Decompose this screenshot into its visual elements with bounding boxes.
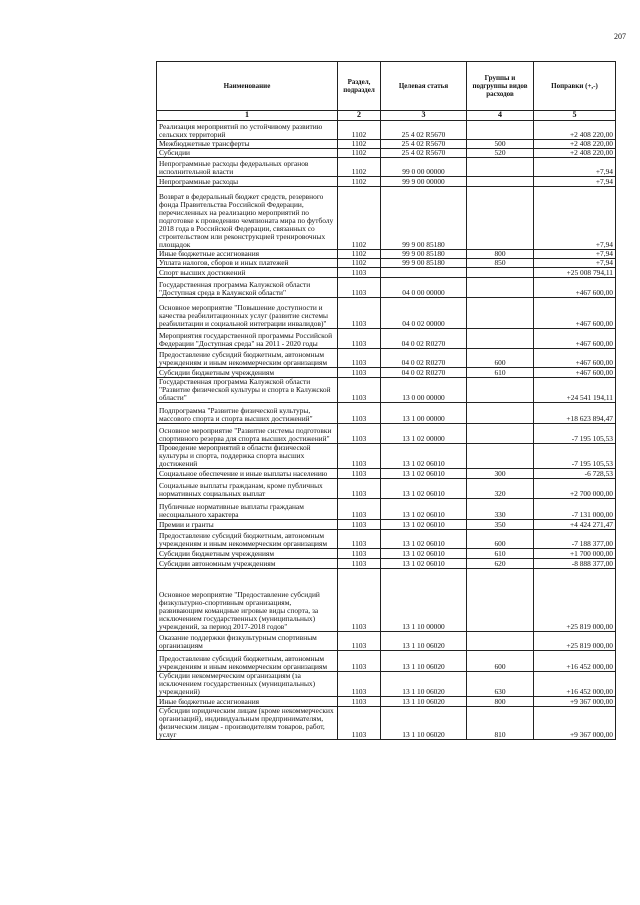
row-group (467, 177, 534, 187)
row-amount: +467 600,00 (534, 368, 616, 378)
column-number: 4 (467, 111, 534, 121)
row-group: 800 (467, 250, 534, 259)
row-group: 810 (467, 706, 534, 739)
row-target: 13 1 02 06010 (381, 498, 467, 519)
row-name: Основное мероприятие "Повышение доступности и качества реабилитационных услуг (развитие системы реабилитации и социальной интеграции инвалидов)" (157, 298, 338, 329)
row-target: 13 1 02 06010 (381, 529, 467, 548)
row-section: 1102 (338, 149, 381, 158)
table-row (157, 696, 616, 706)
row-section: 1102 (338, 177, 381, 187)
row-target: 13 1 02 06010 (381, 468, 467, 478)
table-row (157, 140, 616, 149)
row-group (467, 268, 534, 278)
row-amount: +2 700 000,00 (534, 478, 616, 498)
header-name: Наименование (157, 62, 338, 111)
row-amount: +467 600,00 (534, 349, 616, 368)
row-amount: +467 600,00 (534, 329, 616, 349)
row-target: 13 1 10 06020 (381, 706, 467, 739)
table-row (157, 349, 616, 368)
table-row (157, 402, 616, 423)
table-header-row (157, 62, 616, 111)
table-row (157, 671, 616, 696)
row-group (467, 568, 534, 631)
table-row (157, 158, 616, 177)
row-name: Предоставление субсидий бюджетным, автономным учреждениям и иным некоммерческим организациям (157, 529, 338, 548)
row-name: Субсидии некоммерческим организациям (за исключением государственных (муниципальных) учреждений) (157, 671, 338, 696)
row-amount: +7,94 (534, 250, 616, 259)
row-group: 300 (467, 468, 534, 478)
table-row (157, 329, 616, 349)
row-target: 13 1 10 06020 (381, 631, 467, 650)
row-section: 1103 (338, 443, 381, 468)
row-group: 800 (467, 696, 534, 706)
row-amount: +467 600,00 (534, 278, 616, 298)
row-group: 620 (467, 558, 534, 568)
row-name: Оказание поддержки физкультурным спортивным организациям (157, 631, 338, 650)
column-number: 5 (534, 111, 616, 121)
row-target: 13 0 00 00000 (381, 378, 467, 403)
row-name: Подпрограмма "Развитие физической культуры, массового спорта и спорта высших достижений" (157, 402, 338, 423)
column-number: 2 (338, 111, 381, 121)
row-section: 1102 (338, 259, 381, 268)
row-name: Предоставление субсидий бюджетным, автономным учреждениям и иным некоммерческим организациям (157, 349, 338, 368)
row-name: Субсидии бюджетным учреждениям (157, 548, 338, 558)
row-group: 600 (467, 529, 534, 548)
row-group (467, 298, 534, 329)
row-group: 610 (467, 368, 534, 378)
table-row (157, 498, 616, 519)
table-row (157, 149, 616, 158)
row-amount: -6 728,53 (534, 468, 616, 478)
row-target: 04 0 02 R0270 (381, 349, 467, 368)
row-group (467, 402, 534, 423)
row-target: 13 1 10 06020 (381, 696, 467, 706)
row-amount: +7,94 (534, 259, 616, 268)
header-group: Группы и подгруппы видов расходов (467, 62, 534, 111)
row-name: Социальное обеспечение и иные выплаты населению (157, 468, 338, 478)
row-section: 1103 (338, 423, 381, 443)
table-row (157, 558, 616, 568)
row-name: Уплата налогов, сборов и иных платежей (157, 259, 338, 268)
row-group (467, 378, 534, 403)
row-amount: +1 700 000,00 (534, 548, 616, 558)
row-target: 13 1 02 06010 (381, 443, 467, 468)
row-group (467, 158, 534, 177)
row-name: Субсидии (157, 149, 338, 158)
table-row (157, 568, 616, 631)
row-name: Субсидии автономным учреждениям (157, 558, 338, 568)
row-group: 630 (467, 671, 534, 696)
row-target: 04 0 02 00000 (381, 298, 467, 329)
table-row (157, 529, 616, 548)
row-target: 13 1 10 06020 (381, 671, 467, 696)
table-row (157, 187, 616, 250)
column-number-row (157, 111, 616, 121)
row-amount: +467 600,00 (534, 298, 616, 329)
row-group: 330 (467, 498, 534, 519)
table-row (157, 706, 616, 739)
row-amount: +2 408 220,00 (534, 140, 616, 149)
row-group: 600 (467, 650, 534, 671)
row-name: Проведение мероприятий в области физической культуры и спорта, поддержка спорта высших достижений (157, 443, 338, 468)
row-section: 1103 (338, 349, 381, 368)
row-amount: +16 452 000,00 (534, 650, 616, 671)
row-target: 13 1 10 00000 (381, 568, 467, 631)
row-group (467, 443, 534, 468)
row-section: 1102 (338, 158, 381, 177)
row-name: Мероприятия государственной программы Российской Федерации "Доступная среда" на 2011 - 2020 годы (157, 329, 338, 349)
table-row (157, 268, 616, 278)
row-amount: +24 541 194,11 (534, 378, 616, 403)
row-group (467, 187, 534, 250)
header-section: Раздел, подраздел (338, 62, 381, 111)
row-target: 13 1 02 06010 (381, 558, 467, 568)
row-name: Государственная программа Калужской области "Развитие физической культуры и спорта в Калужской области" (157, 378, 338, 403)
row-target: 13 1 00 00000 (381, 402, 467, 423)
table-row (157, 278, 616, 298)
row-section: 1103 (338, 468, 381, 478)
column-number: 3 (381, 111, 467, 121)
header-amendment: Поправки (+,-) (534, 62, 616, 111)
table-row (157, 548, 616, 558)
row-amount: -7 131 000,00 (534, 498, 616, 519)
row-section: 1103 (338, 478, 381, 498)
row-name: Межбюджетные трансферты (157, 140, 338, 149)
row-target (381, 268, 467, 278)
row-name: Иные бюджетные ассигнования (157, 696, 338, 706)
table-row (157, 650, 616, 671)
row-amount: +25 008 794,11 (534, 268, 616, 278)
row-target: 99 0 00 00000 (381, 158, 467, 177)
row-name: Премии и гранты (157, 519, 338, 529)
row-section: 1103 (338, 278, 381, 298)
row-group (467, 278, 534, 298)
row-group: 850 (467, 259, 534, 268)
row-amount: +7,94 (534, 177, 616, 187)
row-section: 1103 (338, 631, 381, 650)
row-amount: +4 424 271,47 (534, 519, 616, 529)
row-name: Реализация мероприятий по устойчивому развитию сельских территорий (157, 121, 338, 140)
row-amount: -8 888 377,00 (534, 558, 616, 568)
row-target: 25 4 02 R5670 (381, 140, 467, 149)
table-row (157, 423, 616, 443)
row-name: Иные бюджетные ассигнования (157, 250, 338, 259)
header-target: Целевая статья (381, 62, 467, 111)
row-section: 1103 (338, 696, 381, 706)
row-name: Непрограммные расходы федеральных органов исполнительной власти (157, 158, 338, 177)
row-name: Возврат в федеральный бюджет средств, резервного фонда Правительства Российской Федерации, перечисленных на реализацию мероприятий по подготовке к проведению чемпионата мира по футболу 2018 года в Российской Федерации, связанных со строительством или реконструкцией тренировочных площадок (157, 187, 338, 250)
table-row (157, 631, 616, 650)
row-amount: +9 367 000,00 (534, 706, 616, 739)
row-section: 1102 (338, 250, 381, 259)
row-name: Предоставление субсидий бюджетным, автономным учреждениям и иным некоммерческим организациям (157, 650, 338, 671)
column-number: 1 (157, 111, 338, 121)
row-group (467, 423, 534, 443)
row-group: 320 (467, 478, 534, 498)
row-section: 1103 (338, 378, 381, 403)
row-name: Социальные выплаты гражданам, кроме публичных нормативных социальных выплат (157, 478, 338, 498)
table-row (157, 177, 616, 187)
row-target: 13 1 02 06010 (381, 519, 467, 529)
row-section: 1102 (338, 121, 381, 140)
table-row (157, 259, 616, 268)
table-row (157, 368, 616, 378)
row-group: 600 (467, 349, 534, 368)
row-name: Субсидии бюджетным учреждениям (157, 368, 338, 378)
row-group (467, 121, 534, 140)
row-target: 13 1 02 06010 (381, 548, 467, 558)
table-row (157, 443, 616, 468)
table-row (157, 519, 616, 529)
row-section: 1103 (338, 498, 381, 519)
table-row (157, 250, 616, 259)
row-section: 1103 (338, 519, 381, 529)
row-amount: +16 452 000,00 (534, 671, 616, 696)
row-name: Основное мероприятие "Предоставление субсидий физкультурно-спортивным организациям, развивающим командные игровые виды спорта, за исключением государственных (муниципальных) учреждений, за период 2017-2018 годов" (157, 568, 338, 631)
row-section: 1103 (338, 650, 381, 671)
row-target: 99 9 00 85180 (381, 259, 467, 268)
row-section: 1103 (338, 329, 381, 349)
table-row (157, 378, 616, 403)
row-target: 99 9 00 85180 (381, 250, 467, 259)
row-target: 04 0 02 R0270 (381, 368, 467, 378)
row-group: 520 (467, 149, 534, 158)
row-target: 13 1 02 00000 (381, 423, 467, 443)
row-name: Государственная программа Калужской области "Доступная среда в Калужской области" (157, 278, 338, 298)
row-section: 1103 (338, 671, 381, 696)
row-amount: -7 195 105,53 (534, 443, 616, 468)
row-amount: +9 367 000,00 (534, 696, 616, 706)
row-target: 99 9 00 00000 (381, 177, 467, 187)
table-row (157, 121, 616, 140)
row-amount: +2 408 220,00 (534, 121, 616, 140)
row-group (467, 329, 534, 349)
row-section: 1103 (338, 568, 381, 631)
row-name: Спорт высших достижений (157, 268, 338, 278)
row-group (467, 631, 534, 650)
row-section: 1103 (338, 268, 381, 278)
row-name: Непрограммные расходы (157, 177, 338, 187)
row-amount: +7,94 (534, 187, 616, 250)
row-section: 1103 (338, 529, 381, 548)
row-amount: +25 819 000,00 (534, 568, 616, 631)
row-section: 1103 (338, 548, 381, 558)
row-name: Субсидии юридическим лицам (кроме некоммерческих организаций), индивидуальным предпринимателям, физическим лицам - производителям товаров, работ, услуг (157, 706, 338, 739)
row-amount: -7 195 105,53 (534, 423, 616, 443)
row-amount: +2 408 220,00 (534, 149, 616, 158)
table-row (157, 478, 616, 498)
row-amount: -7 188 377,00 (534, 529, 616, 548)
row-target: 99 9 00 85180 (381, 187, 467, 250)
row-section: 1103 (338, 706, 381, 739)
row-target: 04 0 02 R0270 (381, 329, 467, 349)
row-group: 500 (467, 140, 534, 149)
page-number: 207 (614, 32, 626, 41)
row-target: 13 1 10 06020 (381, 650, 467, 671)
budget-amendments-table (156, 61, 616, 740)
row-name: Основное мероприятие "Развитие системы подготовки спортивного резерва для спорта высших достижений" (157, 423, 338, 443)
row-target: 04 0 00 00000 (381, 278, 467, 298)
row-section: 1103 (338, 298, 381, 329)
row-name: Публичные нормативные выплаты гражданам несоциального характера (157, 498, 338, 519)
row-target: 25 4 02 R5670 (381, 149, 467, 158)
row-group: 610 (467, 548, 534, 558)
row-target: 13 1 02 06010 (381, 478, 467, 498)
row-section: 1103 (338, 368, 381, 378)
row-amount: +7,94 (534, 158, 616, 177)
table-row (157, 468, 616, 478)
row-section: 1103 (338, 402, 381, 423)
row-amount: +25 819 000,00 (534, 631, 616, 650)
row-group: 350 (467, 519, 534, 529)
row-target: 25 4 02 R5670 (381, 121, 467, 140)
row-section: 1103 (338, 558, 381, 568)
table-row (157, 298, 616, 329)
row-section: 1102 (338, 140, 381, 149)
row-section: 1102 (338, 187, 381, 250)
row-amount: +18 623 894,47 (534, 402, 616, 423)
